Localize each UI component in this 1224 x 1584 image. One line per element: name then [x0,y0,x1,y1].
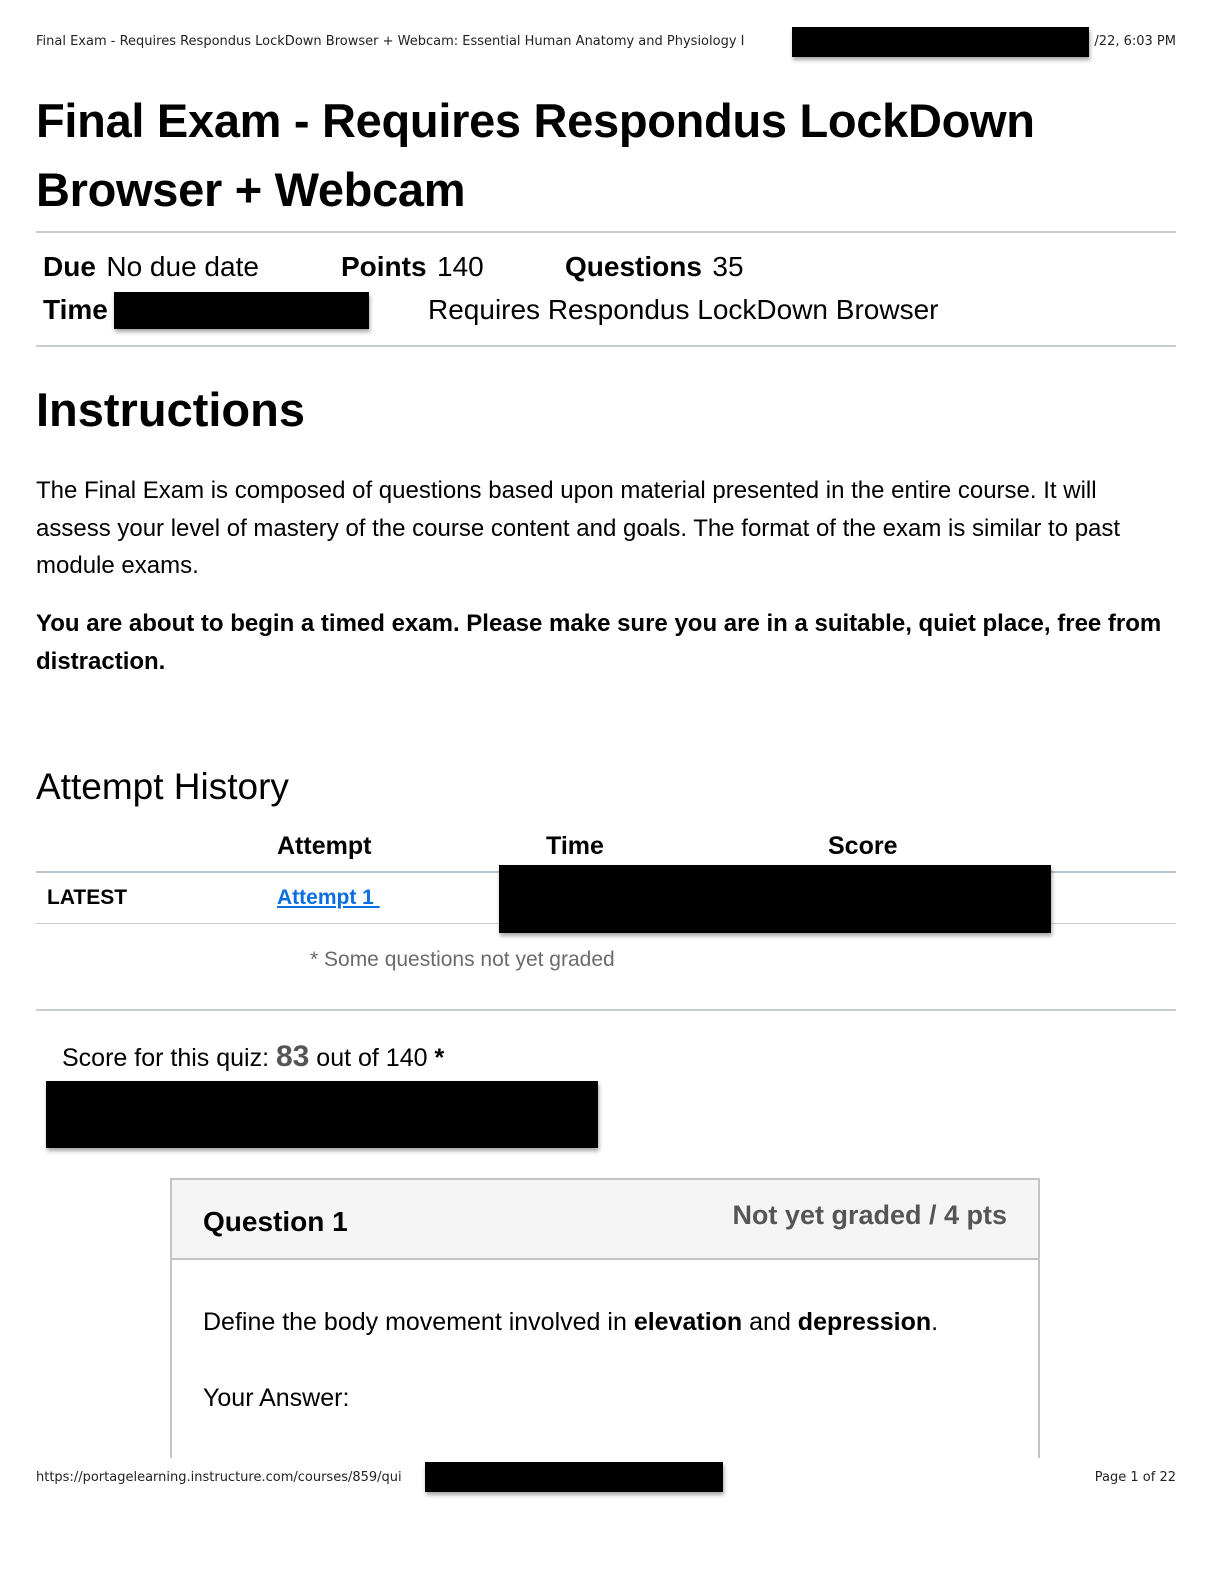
question-text [203,1308,938,1337]
question-text-part: and [742,1308,798,1336]
redaction-time [114,292,369,329]
question-text-part: . [931,1308,939,1336]
attempt-history-heading: Attempt History [36,766,289,807]
score-prefix: Score for this quiz: [62,1044,276,1072]
points-label: Points [341,251,427,282]
redaction-footer-url [425,1462,723,1492]
ungraded-note: * Some questions not yet graded [310,948,615,971]
column-header-score: Score [828,832,898,860]
latest-badge: LATEST [47,886,128,909]
score-value: 83 [275,1040,310,1073]
questions-value: 35 [712,251,744,282]
question-points: Not yet graded / 4 pts [732,1200,1007,1230]
time-field [43,294,108,326]
redaction-score-detail [46,1081,598,1148]
page-title: Final Exam - Requires Respondus LockDown Browser + Webcam [36,94,1035,216]
instructions-heading: Instructions [36,383,305,436]
questions-label: Questions [565,251,702,282]
due-value: No due date [106,251,259,282]
questions-field [565,251,744,283]
question-card [170,1178,1040,1458]
instructions-paragraph: The Final Exam is composed of questions based upon material presented in the entire course. It will assess your level of mastery of the course content and goals. The format of the exam is similar to past module exams. [36,477,1121,579]
divider [36,1009,1176,1011]
time-label: Time [43,294,108,325]
print-footer-url: https://portagelearning.instructure.com/courses/859/qui [36,1470,402,1485]
page-number: Page 1 of 22 [1094,1470,1176,1485]
instructions-warning: You are about to begin a timed exam. Please make sure you are in a suitable, quiet place, free from distraction. [36,610,1162,675]
score-asterisk: * [434,1044,445,1072]
lockdown-note-text: Requires Respondus LockDown Browser [428,294,939,325]
due-label: Due [43,251,96,282]
divider [36,231,1176,233]
lockdown-note [428,294,938,326]
column-header-attempt: Attempt [277,832,372,860]
question-term-depression: depression [797,1308,932,1336]
your-answer-label: Your Answer: [203,1384,350,1412]
due-field [43,251,259,283]
question-header [172,1180,1038,1260]
question-text-part: Define the body movement involved in [203,1308,634,1336]
redaction-attempt-row [499,865,1051,933]
attempt-1-link[interactable]: Attempt 1 [277,886,380,909]
question-title: Question 1 [203,1206,348,1237]
print-header-date: /22, 6:03 PM [1094,34,1176,49]
column-header-time: Time [546,832,604,860]
quiz-score [62,1040,444,1074]
points-field [341,251,484,283]
points-value: 140 [437,251,484,282]
redaction-header [792,27,1089,57]
print-header-title: Final Exam - Requires Respondus LockDown Browser + Webcam: Essential Human Anatomy and Physiology I [36,34,745,49]
score-suffix: out of 140 [309,1044,435,1072]
question-term-elevation: elevation [633,1308,743,1336]
divider [36,345,1176,347]
